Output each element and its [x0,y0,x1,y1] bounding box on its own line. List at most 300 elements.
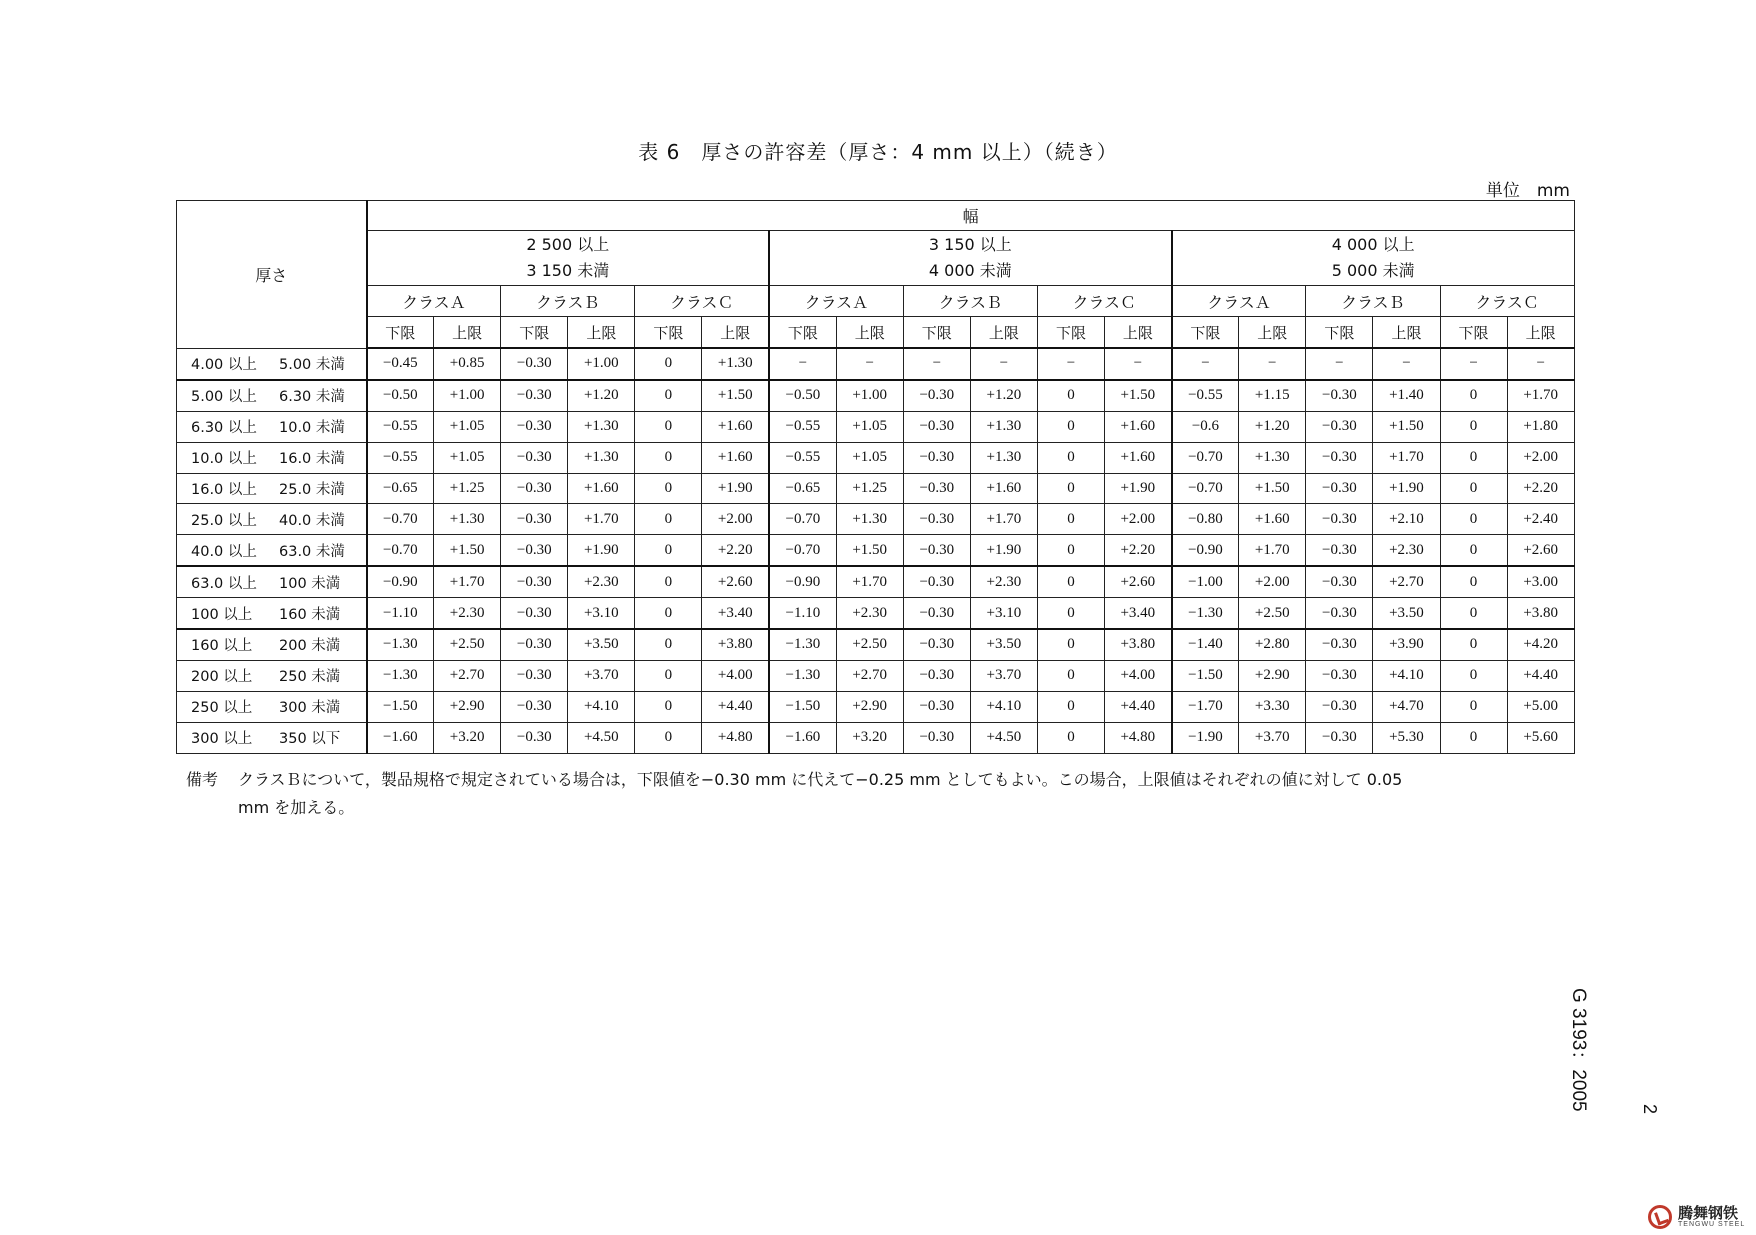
tolerance-cell: − [769,348,836,380]
tolerance-cell: 0 [1440,660,1507,691]
width-group-header [367,231,770,286]
tolerance-cell: +3.80 [1105,629,1172,660]
tolerance-cell: +4.80 [1105,722,1172,753]
tolerance-cell: +1.00 [434,380,501,411]
tolerance-cell: 0 [1037,566,1104,597]
tolerance-cell: −0.55 [1172,380,1239,411]
tolerance-cell: +1.30 [1239,442,1306,473]
table-row [177,629,1575,660]
tolerance-cell: −0.30 [1306,380,1373,411]
table-row [177,411,1575,442]
tolerance-cell: +1.05 [434,442,501,473]
tolerance-cell: −0.30 [903,722,970,753]
tolerance-cell: +3.50 [568,629,635,660]
tolerance-table [176,200,1575,754]
tolerance-cell: +1.60 [702,442,769,473]
tolerance-cell: −0.70 [1172,442,1239,473]
thickness-from: 40.0 以上 [191,543,257,560]
tolerance-cell: −0.30 [1306,411,1373,442]
tolerance-cell: −0.90 [367,566,434,597]
tolerance-cell: −0.55 [367,442,434,473]
tolerance-cell: −0.30 [501,535,568,566]
tolerance-cell: −1.30 [367,629,434,660]
tolerance-cell: +2.20 [1105,535,1172,566]
thickness-range-cell [177,442,367,473]
tolerance-cell: 0 [635,722,702,753]
tolerance-cell: +1.30 [702,348,769,380]
thickness-range-cell [177,660,367,691]
tolerance-cell: 0 [635,629,702,660]
thickness-range-cell [177,380,367,411]
upper-limit-header: 上限 [836,317,903,349]
tolerance-cell: +3.80 [1507,598,1574,629]
thickness-from: 300 以上 [191,731,253,748]
tolerance-cell: −0.70 [1172,473,1239,504]
tolerance-cell: −0.45 [367,348,434,380]
tolerance-cell: +3.30 [1239,691,1306,722]
thickness-range-cell [177,691,367,722]
tolerance-cell: −0.70 [769,535,836,566]
tolerance-cell: +1.50 [1239,473,1306,504]
tolerance-cell: 0 [1440,473,1507,504]
tolerance-cell: +3.40 [702,598,769,629]
tolerance-cell: −0.30 [1306,473,1373,504]
width-group-header [1172,231,1575,286]
tolerance-cell: −1.70 [1172,691,1239,722]
tolerance-cell: +2.20 [1507,473,1574,504]
tolerance-cell: +2.20 [702,535,769,566]
tolerance-cell: +2.30 [434,598,501,629]
tolerance-cell: − [1440,348,1507,380]
tolerance-cell: +1.50 [1105,380,1172,411]
tolerance-cell: 0 [635,691,702,722]
thickness-range-cell [177,473,367,504]
tolerance-cell: +1.90 [1373,473,1440,504]
tolerance-cell: −0.30 [501,442,568,473]
thickness-to: 350 以下 [279,731,341,748]
tolerance-cell: 0 [635,411,702,442]
tolerance-cell: −0.30 [903,598,970,629]
tolerance-cell: +5.00 [1507,691,1574,722]
tolerance-cell: +4.40 [1105,691,1172,722]
tolerance-cell: +2.60 [1105,566,1172,597]
tolerance-cell: 0 [1037,629,1104,660]
tolerance-cell: 0 [1440,598,1507,629]
tolerance-cell: −0.90 [1172,535,1239,566]
tolerance-cell: −0.30 [501,598,568,629]
tolerance-cell: +2.30 [1373,535,1440,566]
tolerance-cell: 0 [1037,504,1104,535]
tolerance-cell: +1.30 [568,411,635,442]
table-row [177,598,1575,629]
tolerance-cell: −0.30 [903,691,970,722]
width-group-header [769,231,1172,286]
tolerance-cell: +2.30 [836,598,903,629]
width-group-from: 2 500 以上 [526,235,610,254]
thickness-from: 6.30 以上 [191,420,257,437]
tolerance-cell: −0.6 [1172,411,1239,442]
upper-limit-header: 上限 [1373,317,1440,349]
tolerance-cell: 0 [1440,691,1507,722]
tolerance-cell: − [1172,348,1239,380]
tolerance-cell: +3.80 [702,629,769,660]
tolerance-cell: −0.70 [367,504,434,535]
tolerance-cell: +1.70 [434,566,501,597]
tolerance-cell: −0.30 [501,380,568,411]
tolerance-cell: +3.50 [970,629,1037,660]
tolerance-cell: 0 [1037,722,1104,753]
upper-limit-header: 上限 [970,317,1037,349]
thickness-from: 250 以上 [191,700,253,717]
remark-text-line1: クラスＢについて，製品規格で規定されている場合は，下限値を−0.30 mm に代えて−0.25 mm としてもよい。この場合，上限値はそれぞれの値に対して 0.05 [238,770,1403,789]
thickness-from: 5.00 以上 [191,389,257,406]
thickness-from: 4.00 以上 [191,357,257,374]
thickness-from: 160 以上 [191,638,253,655]
tolerance-cell: −0.30 [501,348,568,380]
tolerance-cell: +4.10 [970,691,1037,722]
tolerance-cell: +2.90 [1239,660,1306,691]
tolerance-cell: +1.70 [1373,442,1440,473]
table-row [177,442,1575,473]
tolerance-cell: −0.30 [1306,566,1373,597]
tolerance-cell: +3.10 [568,598,635,629]
tolerance-cell: +0.85 [434,348,501,380]
table-row [177,504,1575,535]
lower-limit-header: 下限 [769,317,836,349]
tolerance-cell: −0.30 [1306,535,1373,566]
upper-limit-header: 上限 [1105,317,1172,349]
thickness-from: 16.0 以上 [191,482,257,498]
class-header: クラスＢ [501,286,635,317]
class-header: クラスＡ [1172,286,1306,317]
tolerance-cell: +2.00 [1105,504,1172,535]
tolerance-cell: 0 [1037,660,1104,691]
tolerance-cell: 0 [1037,473,1104,504]
remark-label: 備考 [186,770,219,789]
table-row [177,380,1575,411]
tolerance-cell: +1.80 [1507,411,1574,442]
tolerance-cell: −0.30 [903,535,970,566]
class-header: クラスＣ [635,286,769,317]
tolerance-cell: +3.70 [1239,722,1306,753]
tolerance-cell: +1.00 [568,348,635,380]
tolerance-cell: +1.90 [970,535,1037,566]
tolerance-cell: +1.70 [970,504,1037,535]
thickness-to: 160 未満 [279,606,341,623]
tolerance-cell: −1.40 [1172,629,1239,660]
tolerance-cell: +1.60 [970,473,1037,504]
tolerance-cell: +1.05 [836,411,903,442]
tolerance-cell: − [903,348,970,380]
tolerance-cell: +1.20 [1239,411,1306,442]
lower-limit-header: 下限 [903,317,970,349]
tolerance-cell: 0 [1440,566,1507,597]
tolerance-cell: 0 [635,566,702,597]
thickness-range-cell [177,535,367,566]
tolerance-cell: 0 [1440,535,1507,566]
tolerance-cell: 0 [635,660,702,691]
tolerance-cell: +3.00 [1507,566,1574,597]
tolerance-cell: −0.30 [903,411,970,442]
watermark-logo [1648,1202,1756,1232]
thickness-range-cell [177,566,367,597]
tolerance-cell: +2.60 [702,566,769,597]
lower-limit-header: 下限 [1306,317,1373,349]
tolerance-cell: +1.30 [970,442,1037,473]
tolerance-cell: +2.30 [568,566,635,597]
tolerance-cell: +1.25 [836,473,903,504]
logo-text-en: TENGWU STEEL [1678,1221,1746,1228]
tolerance-cell: +4.10 [568,691,635,722]
tolerance-cell: +2.70 [836,660,903,691]
lower-limit-header: 下限 [635,317,702,349]
tolerance-cell: +4.10 [1373,660,1440,691]
logo-icon [1648,1205,1672,1229]
tolerance-cell: +1.90 [1105,473,1172,504]
thickness-to: 25.0 未満 [279,482,345,498]
tolerance-cell: −0.30 [1306,442,1373,473]
tolerance-cell: +1.20 [568,380,635,411]
tolerance-cell: −0.30 [501,566,568,597]
tolerance-cell: − [1507,348,1574,380]
class-header: クラスＡ [367,286,501,317]
tolerance-cell: +2.70 [434,660,501,691]
tolerance-cell: +1.90 [702,473,769,504]
tolerance-cell: −0.30 [501,629,568,660]
tolerance-cell: −0.55 [367,411,434,442]
tolerance-cell: −0.30 [501,691,568,722]
width-group-from: 4 000 以上 [1331,235,1415,254]
tolerance-cell: +1.70 [1239,535,1306,566]
tolerance-cell: −0.65 [367,473,434,504]
tolerance-cell: +1.50 [434,535,501,566]
tolerance-cell: +1.00 [836,380,903,411]
logo-text-cn: 腾舞钢铁 [1678,1204,1739,1222]
tolerance-cell: +1.70 [568,504,635,535]
tolerance-cell: +3.70 [568,660,635,691]
thickness-from: 10.0 以上 [191,451,257,468]
thickness-range-cell [177,504,367,535]
thickness-to: 200 未満 [279,638,341,655]
lower-limit-header: 下限 [1440,317,1507,349]
unit-label: 単位 mm [1485,181,1570,201]
tolerance-cell: +2.00 [702,504,769,535]
thickness-range-cell [177,348,367,380]
remark [186,766,1576,822]
tolerance-cell: −0.30 [1306,660,1373,691]
lower-limit-header: 下限 [1037,317,1104,349]
tolerance-cell: +1.15 [1239,380,1306,411]
tolerance-cell: +1.40 [1373,380,1440,411]
tolerance-cell: −0.80 [1172,504,1239,535]
table-row [177,473,1575,504]
tolerance-cell: +1.30 [970,411,1037,442]
tolerance-cell: +3.90 [1373,629,1440,660]
tolerance-cell: − [1306,348,1373,380]
tolerance-cell: −0.50 [367,380,434,411]
tolerance-cell: 0 [635,473,702,504]
tolerance-cell: −0.30 [1306,691,1373,722]
tolerance-cell: +2.10 [1373,504,1440,535]
tolerance-cell: −0.30 [501,473,568,504]
tolerance-cell: +2.40 [1507,504,1574,535]
tolerance-cell: −1.30 [769,660,836,691]
tolerance-cell: +1.60 [702,411,769,442]
tolerance-cell: 0 [1440,504,1507,535]
tolerance-cell: 0 [1440,411,1507,442]
tolerance-cell: +1.60 [568,473,635,504]
table-row [177,348,1575,380]
thickness-to: 16.0 未満 [279,451,345,468]
tolerance-cell: +1.50 [1373,411,1440,442]
thickness-to: 300 未満 [279,700,341,717]
tolerance-cell: −1.90 [1172,722,1239,753]
thickness-range-cell [177,598,367,629]
tolerance-cell: −0.70 [367,535,434,566]
tolerance-cell: −1.50 [367,691,434,722]
table-row [177,660,1575,691]
tolerance-cell: 0 [1037,380,1104,411]
tolerance-cell: −0.30 [1306,598,1373,629]
tolerance-cell: 0 [635,504,702,535]
tolerance-cell: +5.60 [1507,722,1574,753]
tolerance-cell: +5.30 [1373,722,1440,753]
table-row [177,722,1575,753]
tolerance-cell: +2.90 [434,691,501,722]
tolerance-cell: 0 [1037,411,1104,442]
tolerance-cell: +1.05 [836,442,903,473]
thickness-range-cell [177,411,367,442]
tolerance-cell: +2.00 [1239,566,1306,597]
tolerance-cell: − [1373,348,1440,380]
tolerance-cell: −0.30 [903,380,970,411]
thickness-to: 10.0 未満 [279,420,345,437]
thickness-from: 200 以上 [191,669,253,686]
page-number: 2 [1640,1104,1660,1115]
tolerance-cell: −0.30 [903,629,970,660]
tolerance-cell: − [970,348,1037,380]
thickness-from: 100 以上 [191,606,253,623]
tolerance-cell: +1.30 [434,504,501,535]
width-group-to: 3 150 未満 [526,261,610,280]
tolerance-cell: − [1037,348,1104,380]
tolerance-cell: +1.50 [836,535,903,566]
tolerance-cell: −1.00 [1172,566,1239,597]
tolerance-cell: +3.20 [434,722,501,753]
tolerance-cell: +2.90 [836,691,903,722]
table-row [177,535,1575,566]
tolerance-cell: 0 [1037,442,1104,473]
tolerance-cell: +2.80 [1239,629,1306,660]
lower-limit-header: 下限 [367,317,434,349]
tolerance-cell: −1.50 [1172,660,1239,691]
tolerance-cell: +2.60 [1507,535,1574,566]
class-header: クラスＢ [1306,286,1440,317]
thickness-range-cell [177,629,367,660]
thickness-from: 25.0 以上 [191,512,257,529]
tolerance-cell: −0.30 [903,504,970,535]
tolerance-cell: 0 [635,380,702,411]
tolerance-cell: −1.30 [1172,598,1239,629]
tolerance-cell: +1.30 [836,504,903,535]
tolerance-cell: 0 [635,348,702,380]
tolerance-cell: − [1239,348,1306,380]
tolerance-cell: 0 [1440,380,1507,411]
tolerance-cell: −1.60 [367,722,434,753]
tolerance-cell: −0.65 [769,473,836,504]
tolerance-cell: −0.30 [903,442,970,473]
tolerance-cell: −1.10 [769,598,836,629]
upper-limit-header: 上限 [1507,317,1574,349]
tolerance-cell: +2.70 [1373,566,1440,597]
tolerance-cell: +4.50 [568,722,635,753]
tolerance-cell: −0.30 [501,660,568,691]
tolerance-cell: +1.05 [434,411,501,442]
tolerance-cell: 0 [1037,535,1104,566]
tolerance-cell: −0.30 [501,411,568,442]
tolerance-cell: +2.00 [1507,442,1574,473]
tolerance-cell: −0.30 [501,504,568,535]
tolerance-cell: −1.10 [367,598,434,629]
upper-limit-header: 上限 [434,317,501,349]
width-group-from: 3 150 以上 [928,235,1012,254]
tolerance-cell: − [1105,348,1172,380]
upper-limit-header: 上限 [702,317,769,349]
lower-limit-header: 下限 [501,317,568,349]
tolerance-cell: −0.30 [501,722,568,753]
class-header: クラスＣ [1037,286,1171,317]
tolerance-cell: −0.50 [769,380,836,411]
tolerance-cell: −0.30 [1306,722,1373,753]
tolerance-cell: +1.60 [1105,411,1172,442]
page-title: 表 6 厚さの許容差（厚さ：4 mm 以上）（続き） [638,140,1118,164]
thickness-header: 厚さ [177,201,367,349]
tolerance-cell: −0.55 [769,442,836,473]
tolerance-cell: +4.50 [970,722,1037,753]
tolerance-cell: +4.40 [1507,660,1574,691]
tolerance-cell: −0.70 [769,504,836,535]
tolerance-cell: +3.10 [970,598,1037,629]
tolerance-cell: +1.30 [568,442,635,473]
tolerance-cell: −0.30 [1306,629,1373,660]
upper-limit-header: 上限 [568,317,635,349]
tolerance-cell: +4.80 [702,722,769,753]
thickness-to: 100 未満 [279,575,341,592]
tolerance-cell: +4.20 [1507,629,1574,660]
tolerance-cell: +3.70 [970,660,1037,691]
tolerance-cell: 0 [1037,691,1104,722]
tolerance-cell: +1.90 [568,535,635,566]
class-header: クラスＣ [1440,286,1574,317]
tolerance-cell: 0 [635,442,702,473]
tolerance-cell: 0 [1440,442,1507,473]
tolerance-cell: +1.50 [702,380,769,411]
tolerance-cell: +1.60 [1105,442,1172,473]
tolerance-cell: 0 [635,598,702,629]
tolerance-cell: +3.40 [1105,598,1172,629]
tolerance-cell: +2.50 [434,629,501,660]
tolerance-cell: −0.30 [903,660,970,691]
width-group-to: 5 000 未満 [1331,261,1415,280]
tolerance-cell: +1.25 [434,473,501,504]
tolerance-cell: −1.60 [769,722,836,753]
remark-text-line2: mm を加える。 [238,798,355,817]
table-row [177,566,1575,597]
width-header: 幅 [367,201,1575,231]
thickness-from: 63.0 以上 [191,575,257,592]
tolerance-cell: 0 [1037,598,1104,629]
tolerance-cell: +1.60 [1239,504,1306,535]
